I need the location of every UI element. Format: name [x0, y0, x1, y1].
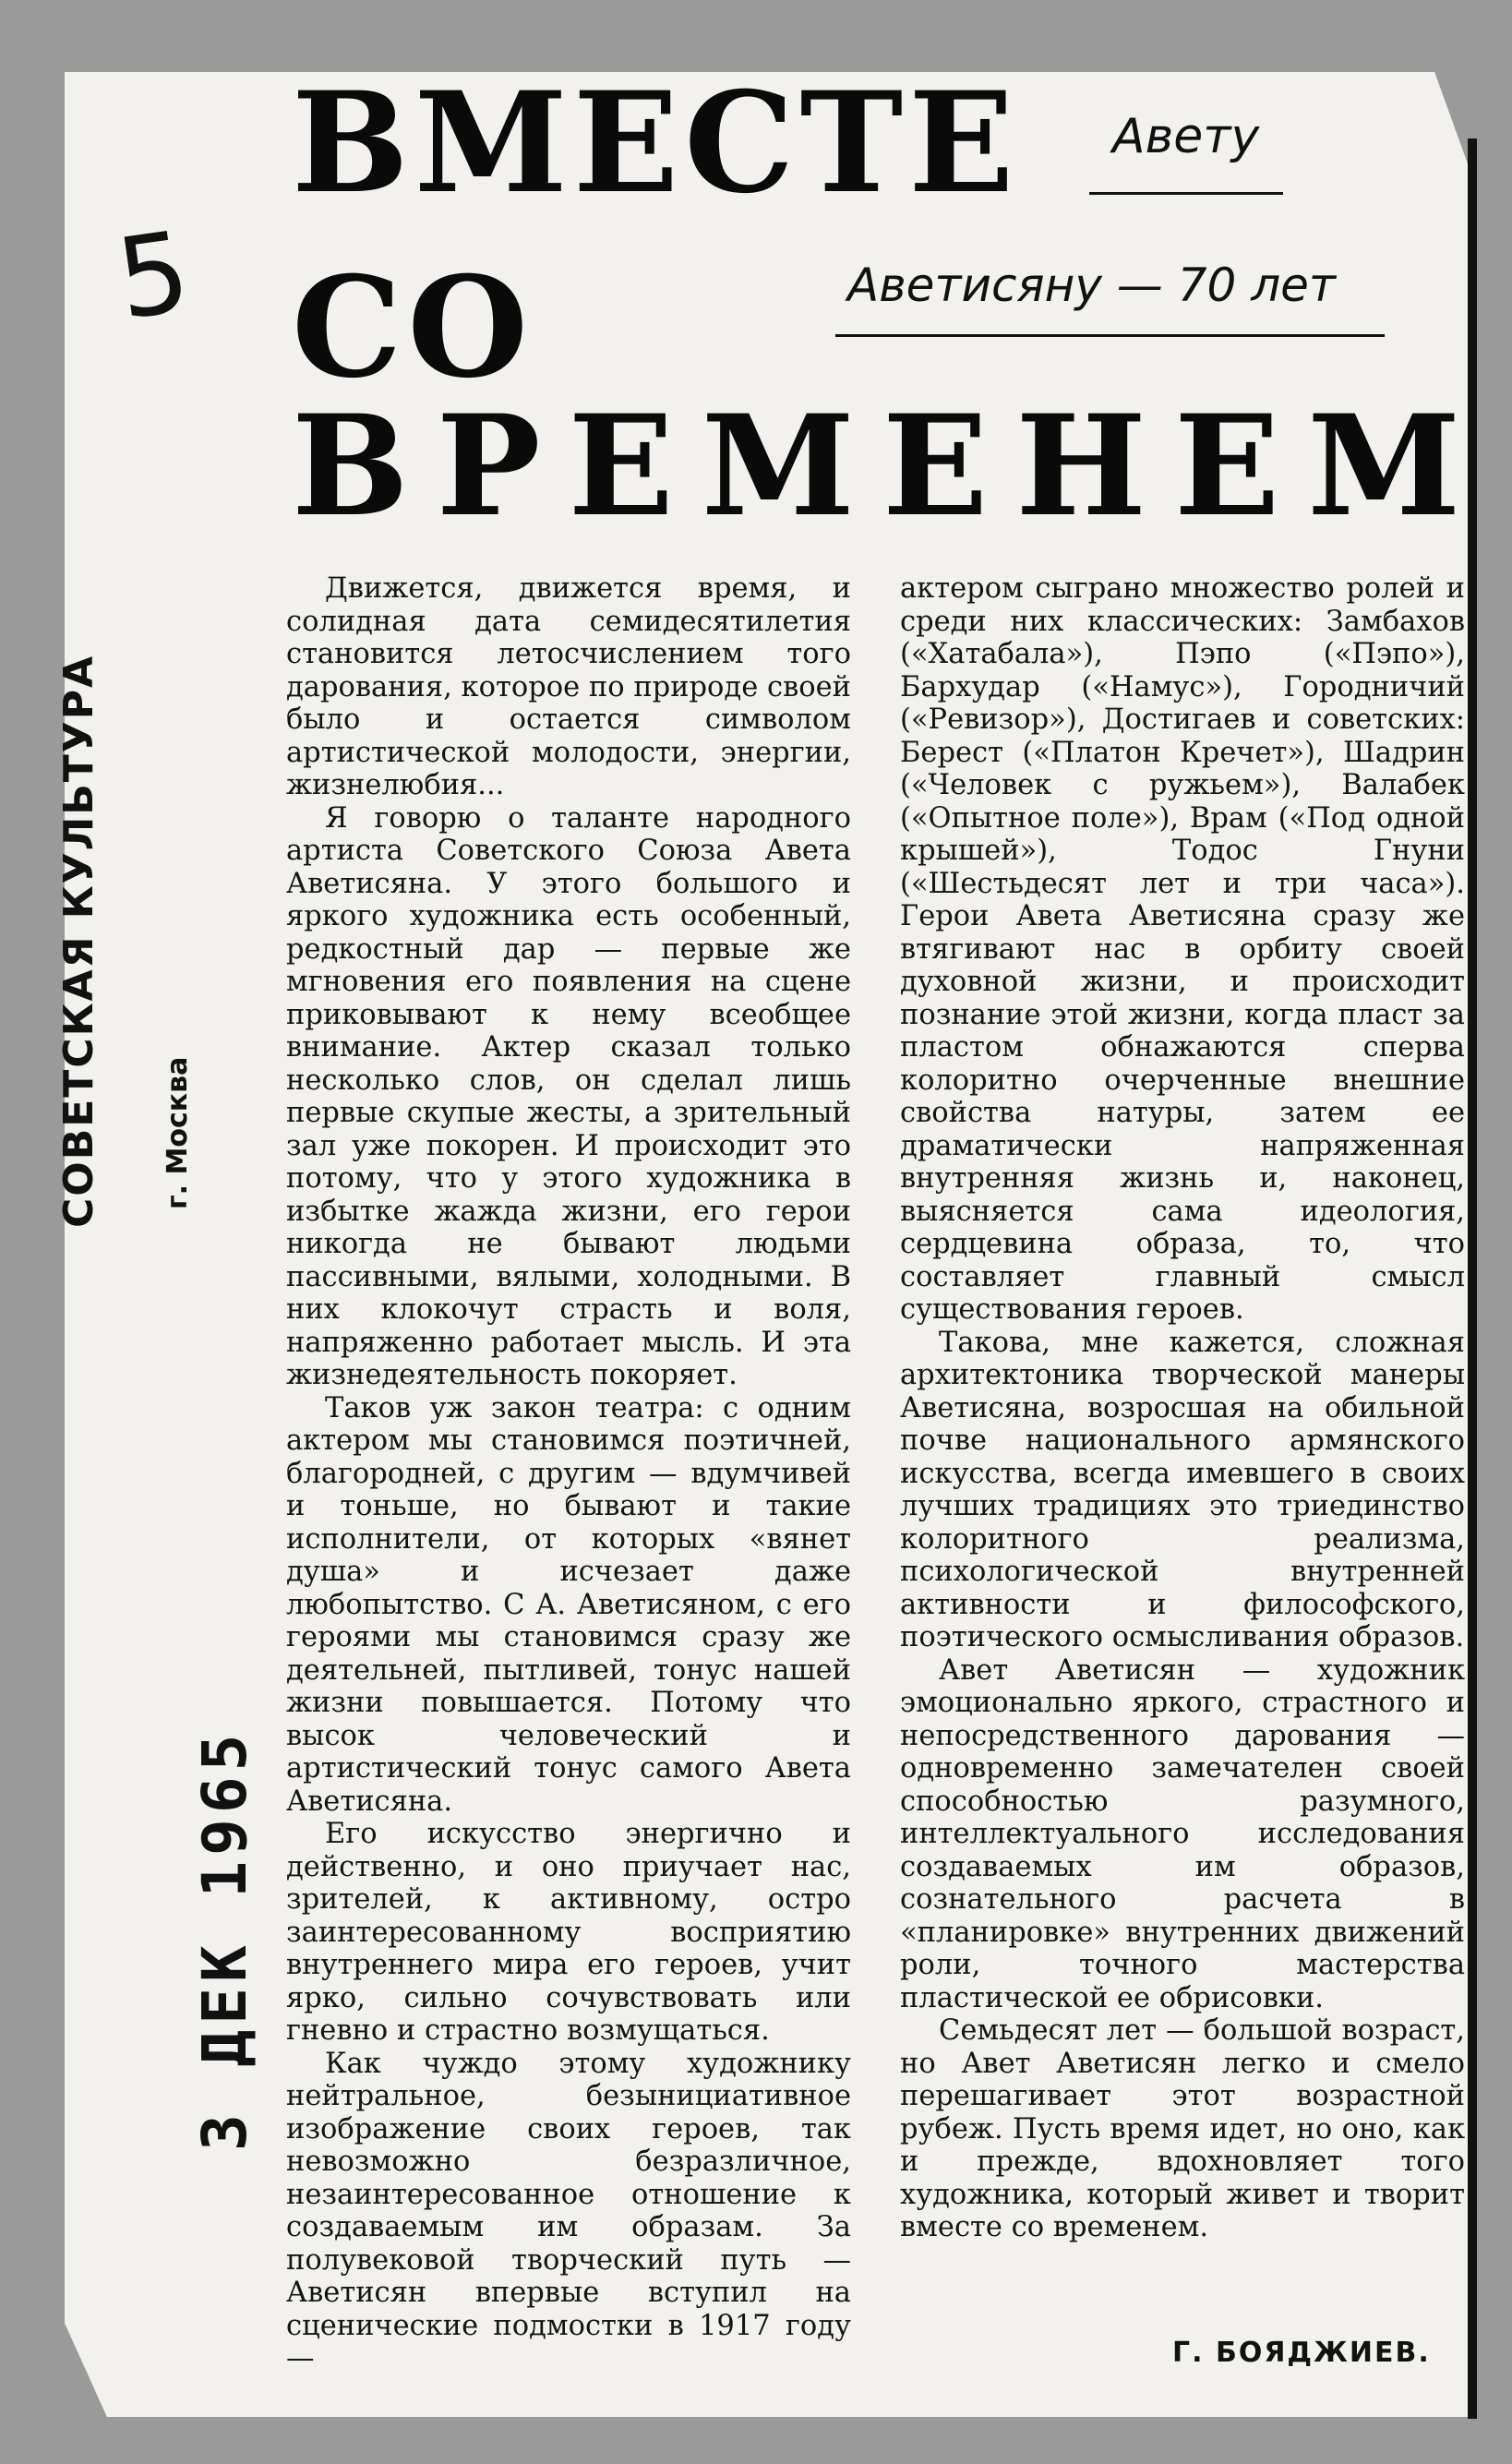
paragraph: Как чуждо этому художнику нейтральное, безынициативное изображение своих героев, так невозможно безразличное, незаинтересованное отношение к создаваемым им образам. За полувековой творческий путь — Аветисян впервые вступил на сценические подмостки в 1917 году — — [286, 2047, 851, 2374]
paragraph: Авет Аветисян — художник эмоционально яркого, страстного и непосредственного дарования — одновременно замечателен своей способностью разумного, интеллектуального исследования создаваемых им образов, сознательного расчета в «планировке» внутренних движений роли, точного мастерства пластической ее обрисовки. — [900, 1653, 1465, 2014]
paragraph: Его искусство энергично и действенно, и оно приучает нас, зрителей, к активному, остро заинтересованному восприятию внутреннего мира его героев, учит ярко, сильно сочувствовать или гневно и страстно возмущаться. — [286, 1818, 851, 2047]
paragraph: Семьдесят лет — большой возраст, но Авет Аветисян легко и смело перешагивает этот возрастной рубеж. Пусть время идет, но оно, как и прежде, вдохновляет того художника, который живет и творит вместе со временем. — [900, 2014, 1465, 2243]
paragraph: Таков уж закон театра: с одним актером мы становимся поэтичней, благородней, с другим — вдумчивей и тоньше, но бывают и такие исполнители, от которых «вянет душа» и исчезает даже любопытство. С А. Аветисяном, с его героями мы становимся сразу же деятельней, пытливей, тонус нашей жизни повышается. Потому что высок человеческий и артистический тонус самого Авета Аветисяна. — [286, 1391, 851, 1818]
article-column-left — [286, 572, 851, 2375]
headline-line-3: ВРЕМЕНЕМ — [292, 385, 1489, 547]
headline-line-1: ВМЕСТЕ — [292, 62, 1020, 224]
source-stamp: СОВЕТСКАЯ КУЛЬТУРА — [55, 654, 102, 1228]
paragraph: Такова, мне кажется, сложная архитектоника творческой манеры Аветисяна, возросшая на обильной почве национального армянского искусства, всегда имевшего в своих лучших традициях это триединство колоритного реализма, психологической внутренней активности и философского, поэтического осмысливания образов. — [900, 1326, 1465, 1653]
subtitle-line-2: Аветисяну — 70 лет — [847, 258, 1337, 312]
subtitle-line-1: Авету — [1112, 109, 1260, 164]
handwritten-number: 5 — [109, 208, 198, 345]
paragraph: Я говорю о таланте народного артиста Советского Союза Авета Аветисяна. У этого большого и яркого художника есть особенный, редкостный дар — первые же мгновения его появления на сцене приковывают к нему всеобщее внимание. Актер сказал только несколько слов, он сделал лишь первые скупые жесты, а зрительный зал уже покорен. И происходит это потому, что у этого художника в избытке жажда жизни, его герои никогда не бывают людьми пассивными, вялыми, холодными. В них клокочут страсть и воля, напряженно работает мысль. И эта жизнедеятельность покоряет. — [286, 801, 851, 1391]
paragraph: Движется, движется время, и солидная дата семидесятилетия становится летосчислением того дарования, которое по природе своей было и остается символом артистической молодости, энергии, жизнелюбия... — [286, 572, 851, 801]
source-city-stamp: г. Москва — [162, 1056, 194, 1209]
headline-line-2: СО — [292, 246, 534, 409]
paragraph: актером сыграно множество ролей и среди них классических: Замбахов («Хатабала»), Пэпо («Пэпо»), Бархудар («Намус»), Городничий («Ревизор»), Достигаев и советских: Берест («Платон Кречет»), Шадрин («Человек с ружьем»), Валабек («Опытное поле»), Врам («Под одной крышей»), Тодос Гнуни («Шестьдесят лет и три часа»). Герои Авета Аветисяна сразу же втягивают нас в орбиту своей духовной жизни, и происходит познание этой жизни, когда пласт за пластом обнажаются сперва колоритно очерченные внешние свойства натуры, затем ее драматически напряженная внутренняя жизнь и, наконец, выясняется сама идеология, сердцевина образа, то, что составляет главный смысл существования героев. — [900, 572, 1465, 1326]
date-stamp: 3 ДЕК 1965 — [189, 1728, 260, 2151]
author-signature: Г. БОЯДЖИЕВ. — [1172, 2337, 1431, 2369]
article-column-right — [900, 572, 1465, 2244]
subtitle-rule-2 — [835, 334, 1385, 337]
subtitle-rule-1 — [1089, 192, 1283, 195]
